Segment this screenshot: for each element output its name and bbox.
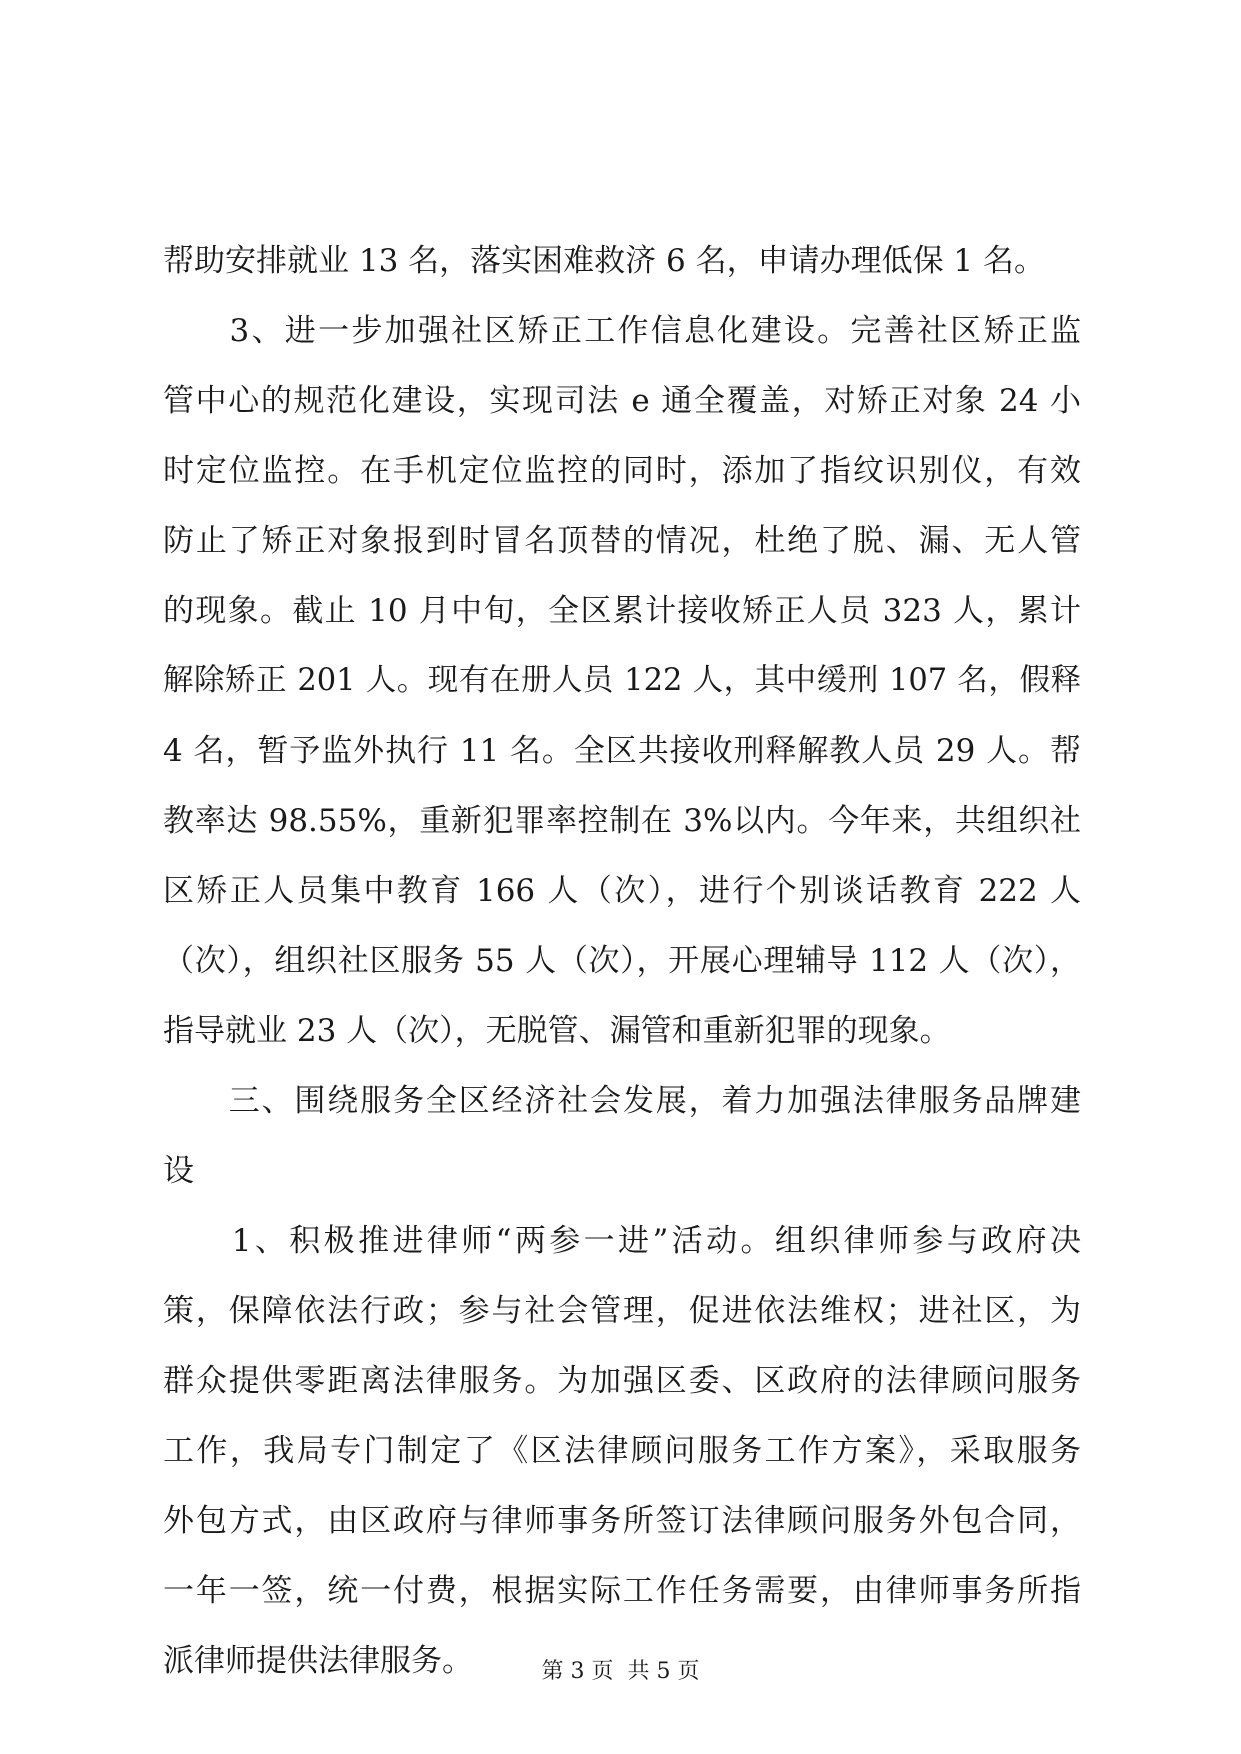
body-line: 解除矫正 201 人。现有在册人员 122 人，其中缓刑 107 名，假释: [163, 663, 1081, 698]
body-line: 4 名，暂予监外执行 11 名。全区共接收刑释解教人员 29 人。帮: [163, 733, 1081, 769]
body-line: 帮助安排就业 13 名，落实困难救济 6 名，申请办理低保 1 名。: [163, 243, 1046, 279]
body-line: 三、围绕服务全区经济社会发展，着力加强法律服务品牌建: [163, 1083, 1081, 1119]
body-line: 设: [163, 1153, 194, 1189]
body-line: 群众提供零距离法律服务。为加强区委、区政府的法律顾问服务: [163, 1363, 1081, 1399]
body-line: 区矫正人员集中教育 166 人（次），进行个别谈话教育 222 人: [163, 873, 1081, 909]
body-line: 防止了矫正对象报到时冒名顶替的情况，杜绝了脱、漏、无人管: [163, 523, 1081, 559]
body-line: 管中心的规范化建设，实现司法 e 通全覆盖，对矫正对象 24 小: [163, 383, 1081, 419]
body-line: 的现象。截止 10 月中旬，全区累计接收矫正人员 323 人，累计: [163, 593, 1081, 629]
body-line: 策，保障依法行政；参与社会管理，促进依法维权；进社区，为: [163, 1293, 1081, 1329]
page-footer: 第 3 页 共 5 页: [541, 1659, 700, 1684]
body-line: 工作，我局专门制定了《区法律顾问服务工作方案》，采取服务: [163, 1433, 1081, 1469]
body-line: 派律师提供法律服务。: [163, 1643, 473, 1679]
body-line: （次），组织社区服务 55 人（次），开展心理辅导 112 人（次），: [163, 943, 1081, 979]
body-line: 教率达 98.55%，重新犯罪率控制在 3%以内。今年来，共组织社: [163, 803, 1081, 839]
body-line: 指导就业 23 人（次），无脱管、漏管和重新犯罪的现象。: [163, 1013, 951, 1049]
body-line: 1、积极推进律师“两参一进”活动。组织律师参与政府决: [163, 1223, 1081, 1259]
body-line: 一年一签，统一付费，根据实际工作任务需要，由律师事务所指: [163, 1573, 1081, 1609]
body-line: 外包方式，由区政府与律师事务所签订法律顾问服务外包合同，: [163, 1503, 1081, 1539]
body-line: 3、进一步加强社区矫正工作信息化建设。完善社区矫正监: [163, 313, 1081, 349]
document-body: [163, 226, 1081, 1696]
body-line: 时定位监控。在手机定位监控的同时，添加了指纹识别仪，有效: [163, 453, 1081, 489]
